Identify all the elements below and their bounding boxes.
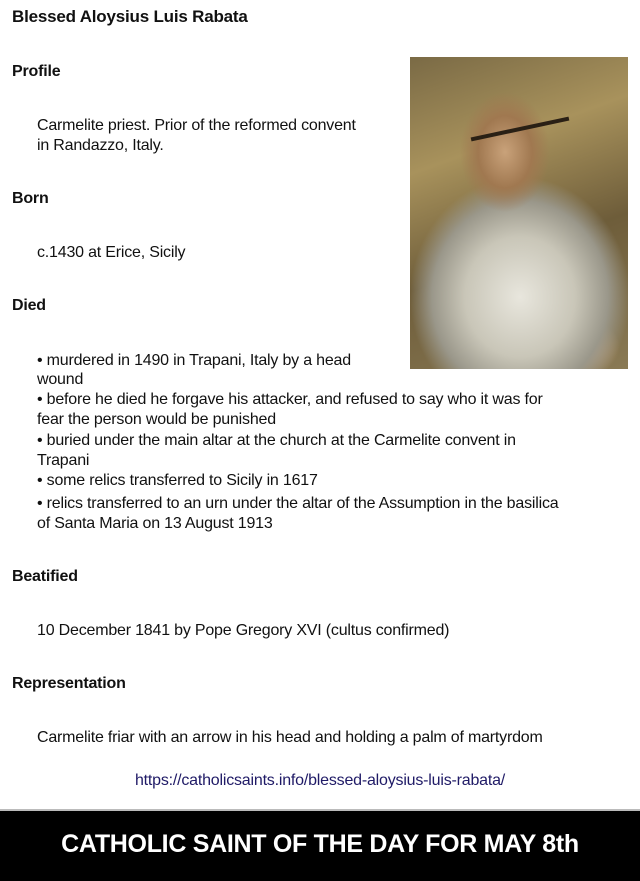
beatified-heading: Beatified — [12, 568, 78, 585]
born-text: c.1430 at Erice, Sicily — [37, 244, 186, 261]
died-line: Trapani — [37, 452, 90, 469]
beatified-text: 10 December 1841 by Pope Gregory XVI (cultus confirmed) — [37, 622, 450, 639]
profile-text: Carmelite priest. Prior of the reformed convent — [37, 117, 356, 134]
died-heading: Died — [12, 297, 46, 314]
page-title: Blessed Aloysius Luis Rabata — [12, 7, 248, 26]
banner-text: CATHOLIC SAINT OF THE DAY FOR MAY 8th — [61, 830, 579, 858]
died-line: • murdered in 1490 in Trapani, Italy by a head — [37, 352, 351, 369]
died-line: • relics transferred to an urn under the altar of the Assumption in the basilica — [37, 495, 559, 512]
profile-text: in Randazzo, Italy. — [37, 137, 164, 154]
representation-heading: Representation — [12, 675, 126, 692]
saint-of-day-banner — [0, 809, 640, 881]
died-line: • before he died he forgave his attacker, and refused to say who it was for — [37, 391, 543, 408]
saint-portrait-image — [410, 57, 628, 369]
died-line: wound — [37, 371, 84, 388]
arrow-in-head — [471, 117, 570, 142]
died-line: • some relics transferred to Sicily in 1617 — [37, 472, 318, 489]
died-line: fear the person would be punished — [37, 411, 276, 428]
source-link[interactable]: https://catholicsaints.info/blessed-aloysius-luis-rabata/ — [134, 772, 506, 789]
died-line: of Santa Maria on 13 August 1913 — [37, 515, 273, 532]
representation-text: Carmelite friar with an arrow in his head and holding a palm of martyrdom — [37, 729, 543, 746]
profile-heading: Profile — [12, 63, 61, 80]
died-line: • buried under the main altar at the church at the Carmelite convent in — [37, 432, 516, 449]
born-heading: Born — [12, 190, 49, 207]
